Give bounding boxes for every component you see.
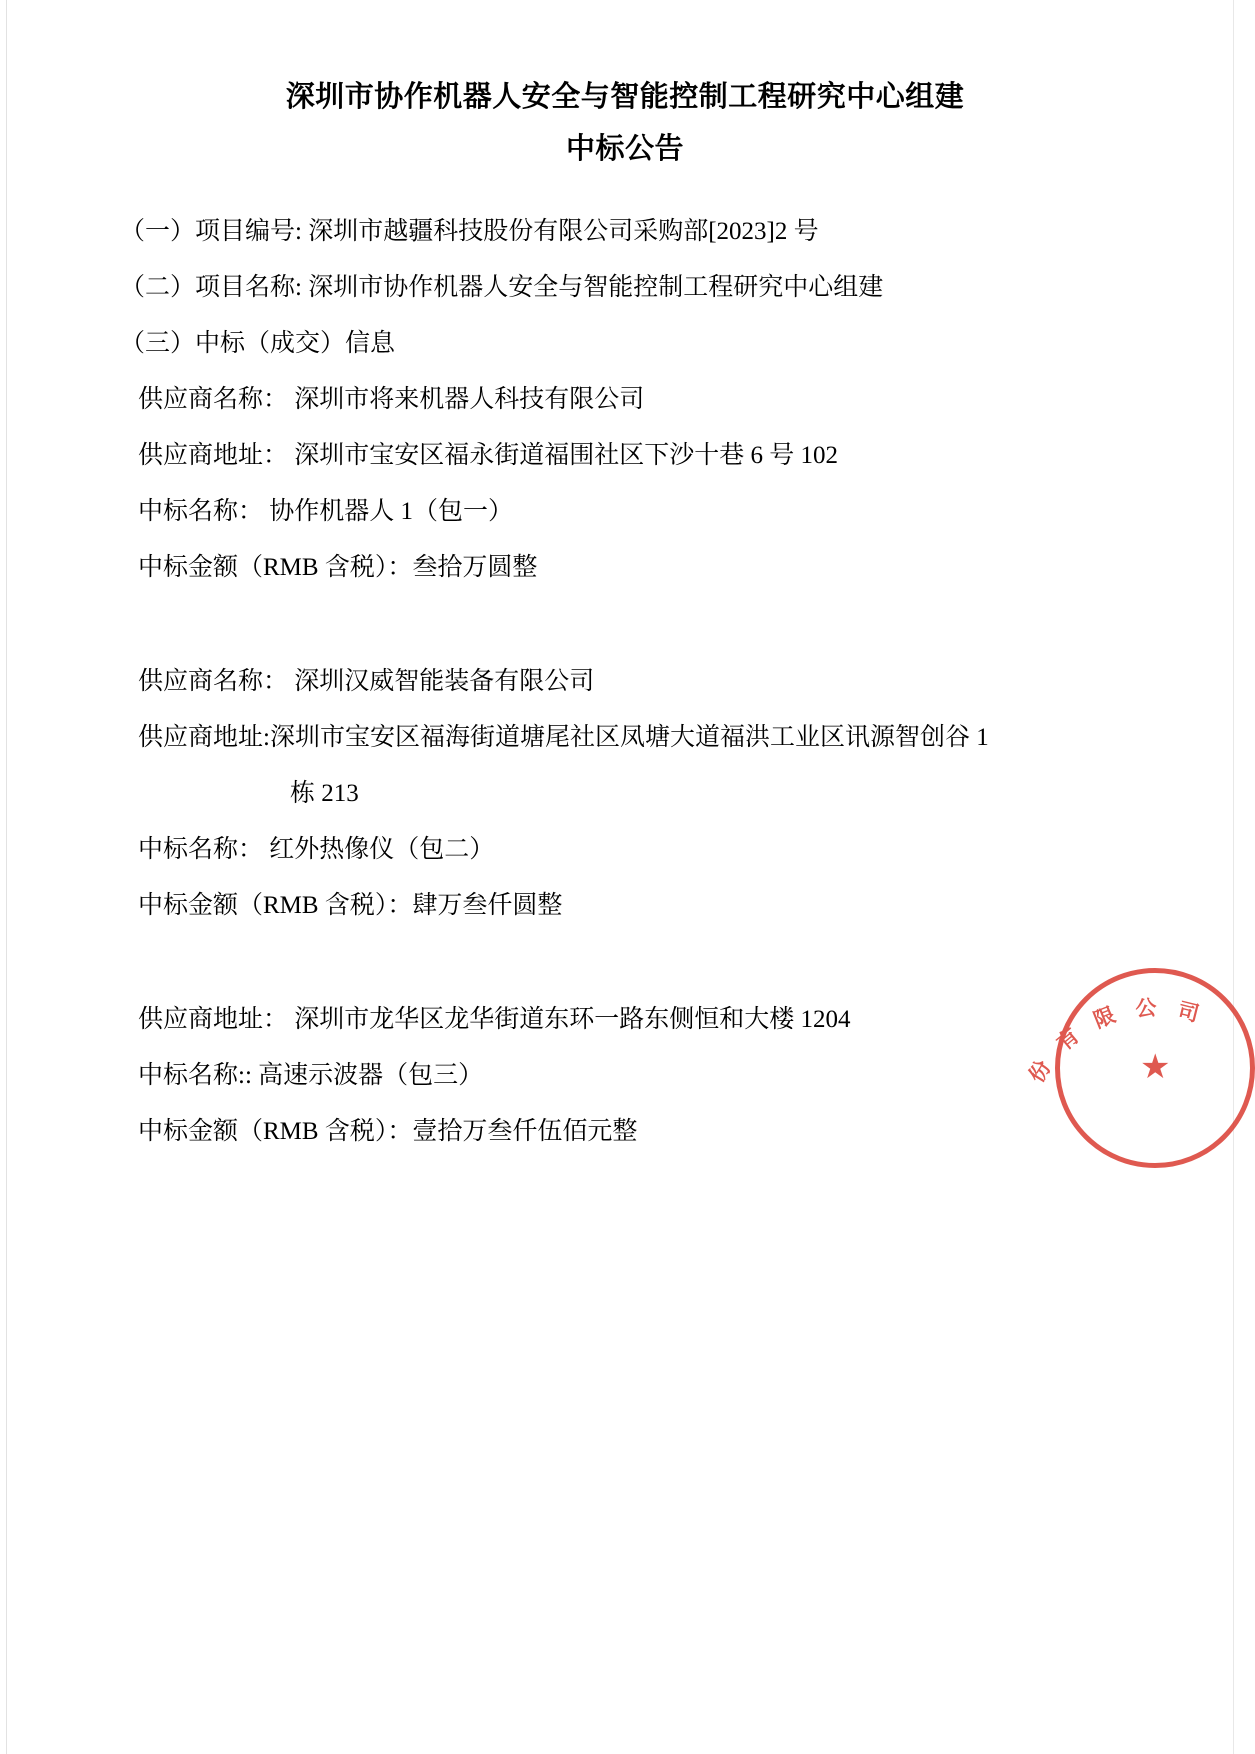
supplier-1-award-name: 中标名称： 协作机器人 1（包一）	[138, 498, 514, 525]
supplier-1-award-amount: 中标金额（RMB 含税）：叁拾万圆整	[138, 554, 538, 581]
title-line-2: 中标公告	[565, 131, 684, 165]
seal-char-5: 司	[1175, 997, 1202, 1027]
seal-char-4: 公	[1134, 995, 1158, 1021]
supplier-2-address-continued: 栋 213	[290, 780, 359, 807]
supplier-3-award-name: 中标金额（RMB 含税）：壹拾万叁仟伍佰元整	[138, 1118, 638, 1145]
supplier-2-address: 供应商地址:深圳市宝安区福海街道塘尾社区凤塘大道福洪工业区讯源智创谷 1	[138, 724, 989, 751]
document-content	[120, 70, 1130, 1218]
spacer-3	[120, 1160, 1130, 1218]
spacer-1	[120, 596, 1130, 654]
supplier-3-name: 供应商地址： 深圳市龙华区龙华街道东环一路东侧恒和大楼 1204	[138, 1006, 851, 1033]
supplier-2-name: 供应商名称： 深圳汉威智能装备有限公司	[138, 668, 595, 695]
paragraph-award-info-heading: （三）中标（成交）信息	[120, 330, 396, 357]
supplier-3-address: 中标名称:: 高速示波器（包三）	[138, 1062, 484, 1089]
supplier-1-address: 供应商地址： 深圳市宝安区福永街道福围社区下沙十巷 6 号 102	[138, 442, 839, 469]
supplier-2-award-name: 中标名称： 红外热像仪（包二）	[138, 836, 495, 863]
page-title	[120, 70, 1130, 174]
paragraph-project-name: （二）项目名称: 深圳市协作机器人安全与智能控制工程研究中心组建	[120, 274, 884, 301]
document-body	[120, 204, 1130, 1218]
seal-inner	[1024, 973, 1250, 1163]
supplier-1-name: 供应商名称： 深圳市将来机器人科技有限公司	[138, 386, 645, 413]
supplier-2-award-amount: 中标金额（RMB 含税）：肆万叁仟圆整	[138, 892, 563, 919]
seal-char-1: 份	[1024, 1056, 1056, 1087]
title-line-1: 深圳市协作机器人安全与智能控制工程研究中心组建	[285, 79, 965, 113]
page-edge-right	[1233, 0, 1234, 1754]
spacer-2	[120, 934, 1130, 992]
seal-char-3: 限	[1090, 1002, 1119, 1033]
seal-char-2: 有	[1052, 1023, 1084, 1056]
page-edge-left	[6, 0, 7, 1754]
company-seal-stamp	[1024, 968, 1255, 1168]
seal-star-icon: ★	[1140, 1049, 1171, 1086]
paragraph-project-number: （一）项目编号: 深圳市越疆科技股份有限公司采购部[2023]2 号	[120, 218, 819, 245]
